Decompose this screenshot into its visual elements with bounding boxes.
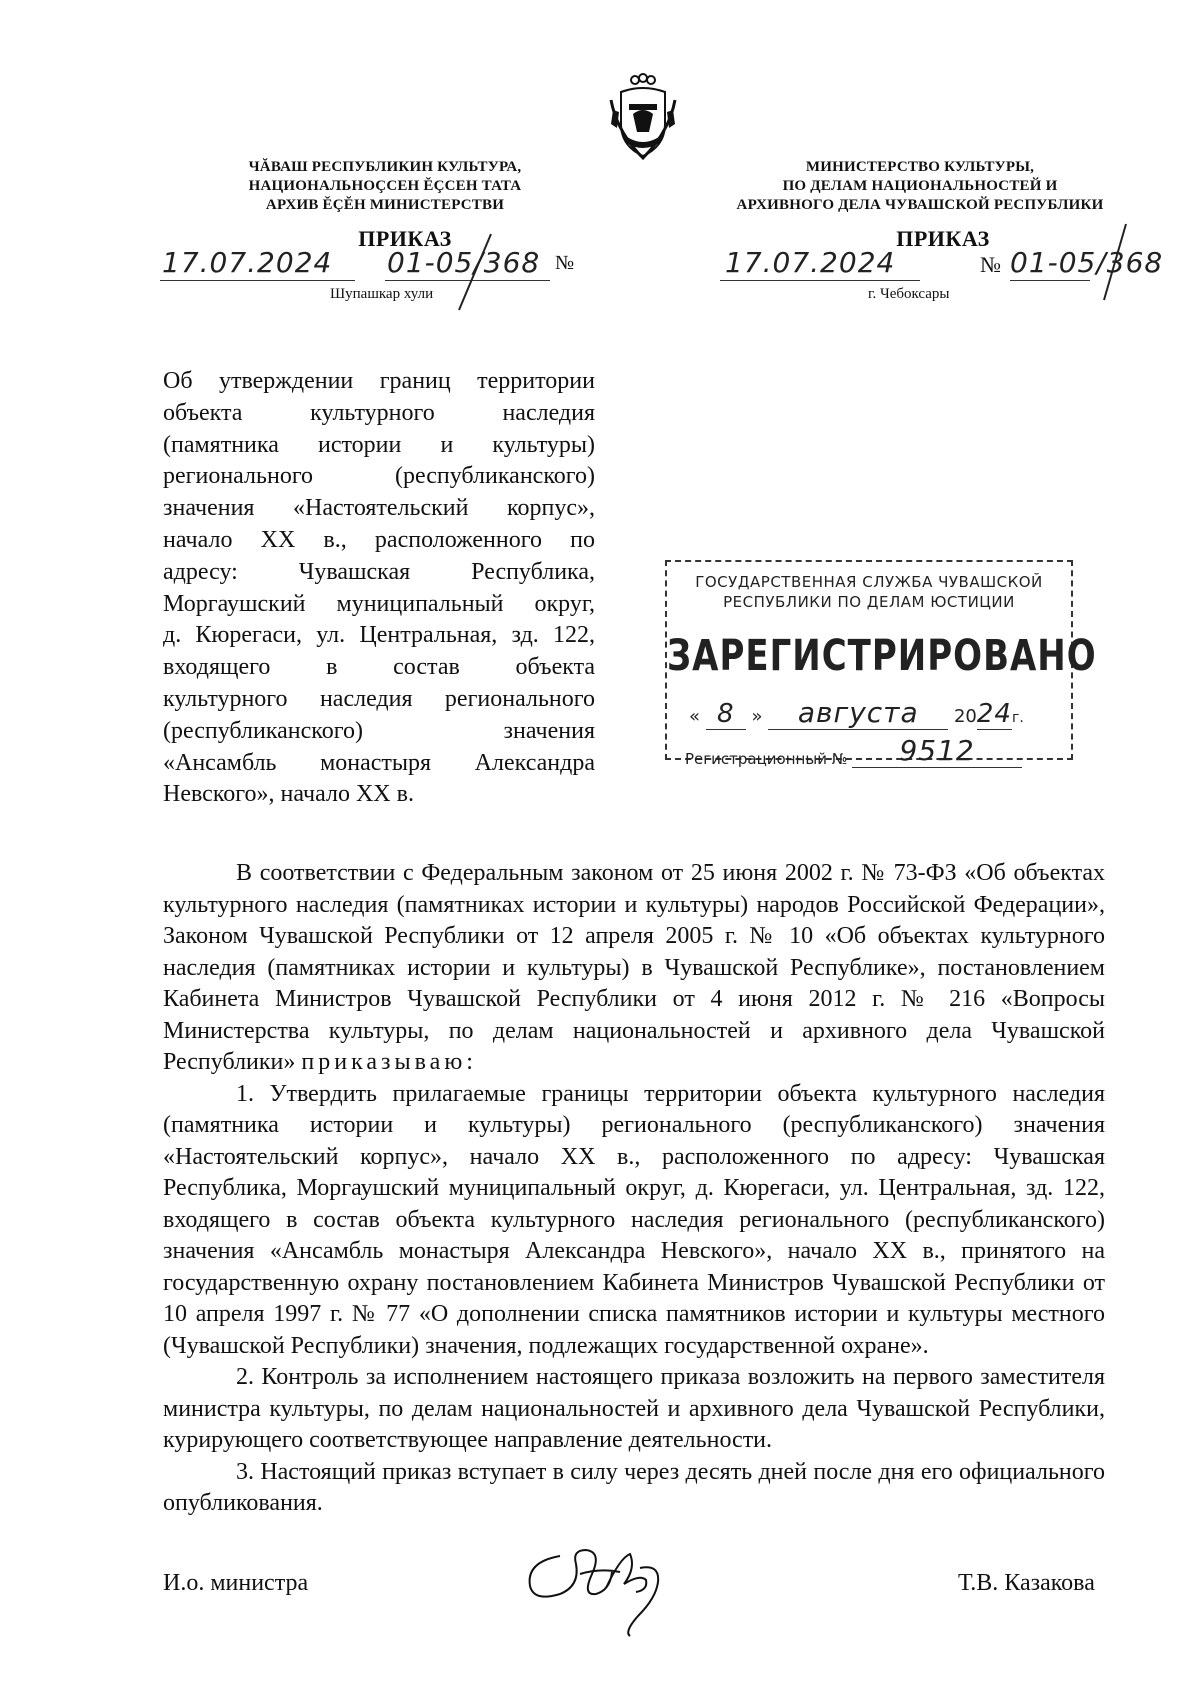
order-body bbox=[163, 858, 1105, 1520]
title-line: Невского», начало XX в. bbox=[163, 781, 414, 808]
order-number-right: 01-05/368 bbox=[1010, 246, 1164, 279]
order-subject-title bbox=[163, 366, 595, 811]
order-date-left: 17.07.2024 bbox=[162, 246, 333, 279]
stamp-month: августа bbox=[768, 696, 948, 730]
signatory-name: Т.В. Казакова bbox=[958, 1570, 1095, 1596]
stamp-reg-number: 9512 bbox=[852, 734, 1022, 768]
prikaz-title-left: ПРИКАЗ bbox=[358, 226, 452, 251]
header-left-line-1: ЧĂВАШ РЕСПУБЛИКИН КУЛЬТУРА, bbox=[248, 159, 522, 175]
clause-1: 1. Утвердить прилагаемые границы территории объекта культурного наследия (памятника истории и культуры) регионального (республиканского) значения «Настоятельский корпус», начало XX в., расположенного по адресу: Чувашская Республика, Моргаушский муниципальный округ, д. Кюрегаси, ул. Центральная, зд. 122, входящего в состав объекта культурного наследия регионального (республиканского) значения «Ансамбль монастыря Александра Невского», начало XX в., принятого на государственную охрану постановлением Кабинета Министров Чувашской Республики от 10 апреля 1997 г. № 77 «О дополнении списка памятников истории и культуры местного (Чувашской Республики) значения, подлежащих государственной охране». bbox=[163, 1080, 1105, 1359]
stamp-day: 8 bbox=[706, 699, 746, 730]
clause-2: 2. Контроль за исполнением настоящего приказа возложить на первого заместителя министра культуры, по делам национальностей и архивного дела Чувашской Республики, курирующего соответствующее направление деятельности. bbox=[163, 1364, 1105, 1453]
city-right: г. Чебоксары bbox=[868, 286, 950, 302]
date-underline-right bbox=[720, 280, 920, 281]
date-underline-left bbox=[160, 280, 355, 281]
stamp-quote-open: « bbox=[689, 706, 701, 727]
title-line: входящего в состав объекта bbox=[163, 654, 595, 681]
title-line: «Ансамбль монастыря Александра bbox=[163, 749, 595, 776]
stamp-date-row bbox=[689, 696, 1024, 730]
order-verb: приказываю: bbox=[301, 1049, 477, 1075]
title-line: культурного наследия регионального bbox=[163, 685, 595, 712]
title-line: значения «Настоятельский корпус», bbox=[163, 495, 595, 522]
slash-stroke-left bbox=[455, 232, 495, 312]
title-line: регионального (республиканского) bbox=[163, 463, 595, 490]
city-left: Шупашкар хули bbox=[330, 286, 434, 302]
stamp-authority bbox=[667, 572, 1071, 612]
slash-stroke-right bbox=[1100, 222, 1130, 302]
header-right-line-1: МИНИСТЕРСТВО КУЛЬТУРЫ, bbox=[805, 159, 1035, 175]
title-line: Моргаушский муниципальный округ, bbox=[163, 590, 595, 617]
title-line: д. Кюрегаси, ул. Центральная, зд. 122, bbox=[163, 622, 595, 649]
number-underline-right bbox=[1010, 280, 1090, 281]
preamble-text: В соответствии с Федеральным законом от 25 июня 2002 г. № 73-ФЗ «Об объектах культурного наследия (памятниках истории и культуры) народов Российской Федерации», Законом Чувашской Республики от 12 апреля 2005 г. № 10 «Об объектах культурного наследия (памятниках истории и культуры) в Чувашской Республике», постановлением Кабинета Министров Чувашской Республики от 4 июня 2012 г. № 216 «Вопросы Министерства культуры, по делам национальностей и архивного дела Чувашской Республики» bbox=[163, 860, 1105, 1075]
stamp-year-suffix: 24 bbox=[976, 699, 1012, 729]
stamp-registered-label: ЗАРЕГИСТРИРОВАНО bbox=[667, 631, 1097, 681]
stamp-reg-row bbox=[685, 734, 1022, 768]
signatory-position: И.о. министра bbox=[163, 1570, 309, 1596]
header-right-institution bbox=[700, 158, 1140, 215]
preamble-paragraph bbox=[163, 858, 1105, 1079]
title-line: Об утверждении границ территории bbox=[163, 368, 595, 394]
coat-of-arms-emblem bbox=[603, 70, 683, 162]
clause-3: 3. Настоящий приказ вступает в силу через десять дней после дня его официального опубликования. bbox=[163, 1458, 1105, 1516]
stamp-reg-label: Регистрационный № bbox=[685, 750, 848, 768]
title-line: адресу: Чувашская Республика, bbox=[163, 558, 595, 585]
header-right-line-2: ПО ДЕЛАМ НАЦИОНАЛЬНОСТЕЙ И bbox=[782, 178, 1058, 194]
order-number-left: 01-05/368 bbox=[387, 246, 541, 279]
order-date-right: 17.07.2024 bbox=[725, 246, 896, 279]
stamp-year-g: г. bbox=[1011, 710, 1024, 726]
header-right-line-3: АРХИВНОГО ДЕЛА ЧУВАШСКОЙ РЕСПУБЛИКИ bbox=[736, 197, 1104, 213]
header-left-line-2: НАЦИОНАЛЬНОÇСЕН ĔÇСЕН ТАТА bbox=[248, 178, 522, 194]
registration-stamp bbox=[665, 560, 1097, 768]
order-number-sign-right: № bbox=[980, 252, 1001, 277]
title-line: (памятника истории и культуры) bbox=[163, 431, 595, 458]
title-line: (республиканского) значения bbox=[163, 717, 595, 744]
prikaz-title-right: ПРИКАЗ bbox=[896, 226, 990, 251]
header-left-line-3: АРХИВ ĔÇĔН МИНИСТЕРСТВИ bbox=[265, 197, 505, 213]
handwritten-signature bbox=[520, 1528, 690, 1638]
stamp-quote-close: » bbox=[751, 706, 763, 727]
stamp-year-prefix: 20 bbox=[953, 706, 977, 727]
title-line: объекта культурного наследия bbox=[163, 399, 595, 426]
order-number-sign-left: № bbox=[555, 252, 575, 274]
header-left-institution bbox=[200, 158, 570, 215]
title-line: начало XX в., расположенного по bbox=[163, 526, 595, 553]
stamp-authority-line-2: РЕСПУБЛИКИ ПО ДЕЛАМ ЮСТИЦИИ bbox=[723, 593, 1015, 611]
stamp-authority-line-1: ГОСУДАРСТВЕННАЯ СЛУЖБА ЧУВАШСКОЙ bbox=[695, 573, 1043, 591]
